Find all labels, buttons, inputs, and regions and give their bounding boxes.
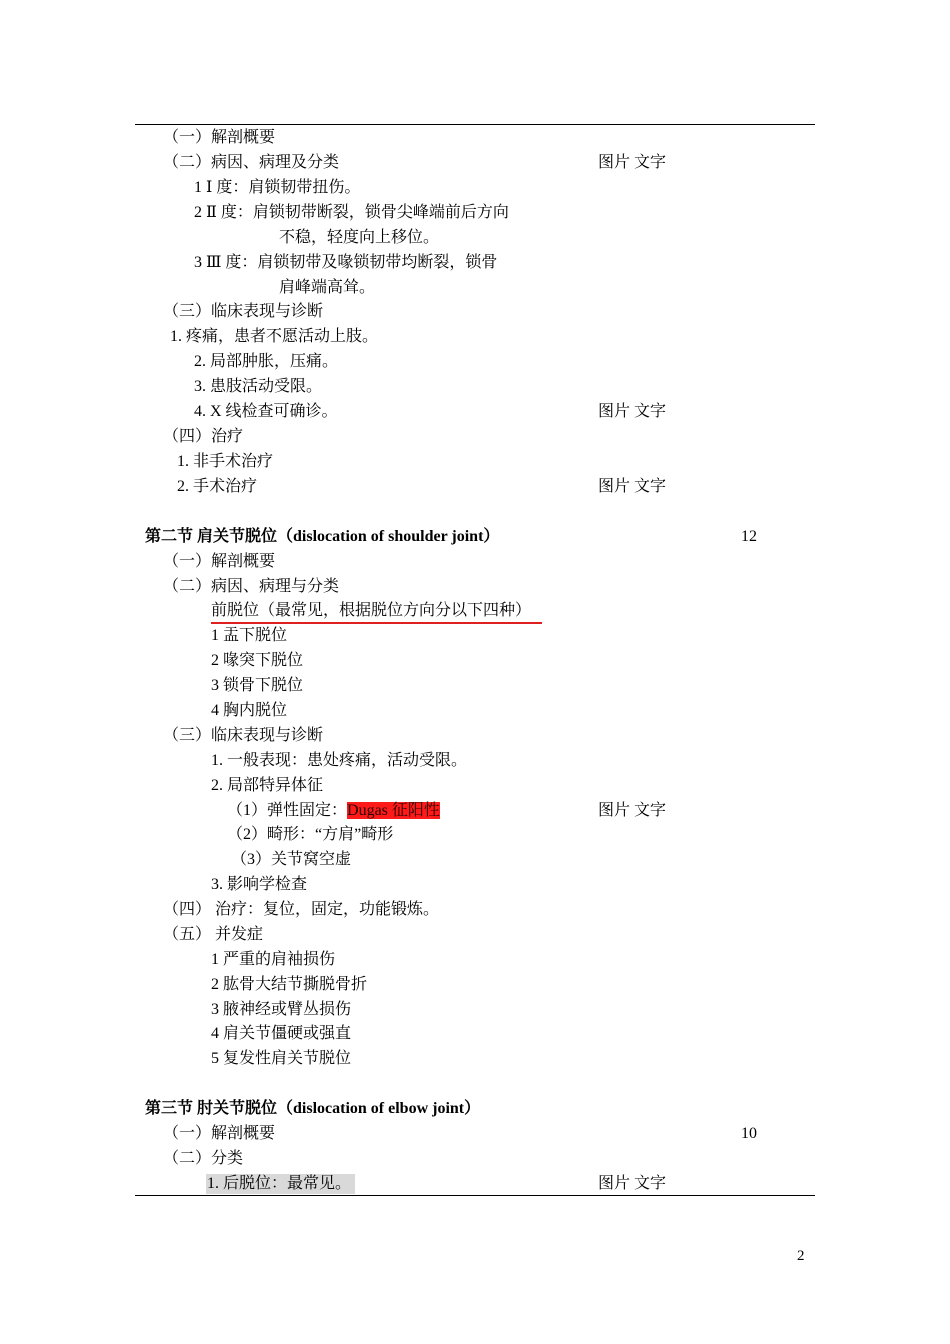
section-3-title: 第三节 肘关节脱位（dislocation of elbow joint） [145, 1100, 481, 1117]
s1-item: 2 Ⅱ 度：肩锁韧带断裂，锁骨尖峰端前后方向 [194, 204, 509, 221]
s1-item: （三）临床表现与诊断 [163, 303, 324, 320]
s2-item: 4 肩关节僵硬或强直 [211, 1025, 352, 1042]
s2-item: 1. 一般表现：患处疼痛，活动受限。 [211, 752, 468, 769]
side-note: 图片 文字 [598, 1175, 667, 1192]
section-2-title: 第二节 肩关节脱位（dislocation of shoulder joint） [145, 528, 500, 545]
s1-item: （四）治疗 [163, 428, 244, 445]
side-note: 图片 文字 [598, 403, 667, 420]
s1-item: （二）病因、病理及分类 [163, 154, 340, 171]
s3-posterior-dislocation: 1. 后脱位：最常见。 [206, 1174, 355, 1194]
page-number: 2 [797, 1248, 805, 1264]
s2-item: 3 腋神经或臂丛损伤 [211, 1001, 352, 1018]
section-3-hours: 10 [741, 1125, 757, 1142]
s2-item: 2 喙突下脱位 [211, 652, 304, 669]
s2-item: 4 胸内脱位 [211, 702, 288, 719]
s3-item: （一）解剖概要 [163, 1125, 276, 1142]
s2-item: 3. 影响学检查 [211, 876, 308, 893]
s2-item: 2. 局部特异体征 [211, 777, 324, 794]
top-rule [135, 124, 815, 125]
s2-item: （一）解剖概要 [163, 553, 276, 570]
s2-item: （二）病因、病理与分类 [163, 578, 340, 595]
s1-item: 3. 患肢活动受限。 [194, 378, 323, 395]
bottom-rule [135, 1195, 815, 1196]
side-note: 图片 文字 [598, 154, 667, 171]
s2-item: 2 肱骨大结节撕脱骨折 [211, 976, 368, 993]
s2-item: 5 复发性肩关节脱位 [211, 1050, 352, 1067]
s2-elastic-fixation: （1）弹性固定： [227, 802, 348, 819]
s3-item: （二）分类 [163, 1150, 244, 1167]
s1-item: （一）解剖概要 [163, 129, 276, 146]
s1-item: 1 Ⅰ 度：肩锁韧带扭伤。 [194, 179, 361, 196]
side-note: 图片 文字 [598, 478, 667, 495]
section-2-hours: 12 [741, 528, 757, 545]
s2-item: （三）临床表现与诊断 [163, 727, 324, 744]
s1-item: 肩峰端高耸。 [279, 279, 376, 296]
s1-item: 1. 疼痛，患者不愿活动上肢。 [170, 328, 379, 345]
s2-item: 1 严重的肩袖损伤 [211, 951, 336, 968]
s2-anterior-dislocation: 前脱位（最常见，根据脱位方向分以下四种） [211, 601, 542, 624]
s1-item: 3 Ⅲ 度：肩锁韧带及喙锁韧带均断裂，锁骨 [194, 254, 498, 271]
s2-item: （四） 治疗：复位，固定，功能锻炼。 [163, 901, 440, 918]
s1-item: 2. 手术治疗 [177, 478, 258, 495]
dugas-sign-highlight: Dugas 征阳性 [347, 802, 440, 819]
s1-item: 1. 非手术治疗 [177, 453, 274, 470]
s2-item: （3）关节窝空虚 [231, 851, 352, 868]
s2-item [227, 801, 440, 821]
s2-item: 1 盂下脱位 [211, 627, 288, 644]
s2-item: 3 锁骨下脱位 [211, 677, 304, 694]
s1-item: 2. 局部肿胀，压痛。 [194, 353, 339, 370]
side-note: 图片 文字 [598, 802, 667, 819]
s1-item: 4. X 线检查可确诊。 [194, 403, 338, 420]
s1-item: 不稳，轻度向上移位。 [279, 229, 440, 246]
s2-item: （2）畸形：“方肩”畸形 [227, 826, 394, 843]
s2-item: （五） 并发症 [163, 926, 264, 943]
